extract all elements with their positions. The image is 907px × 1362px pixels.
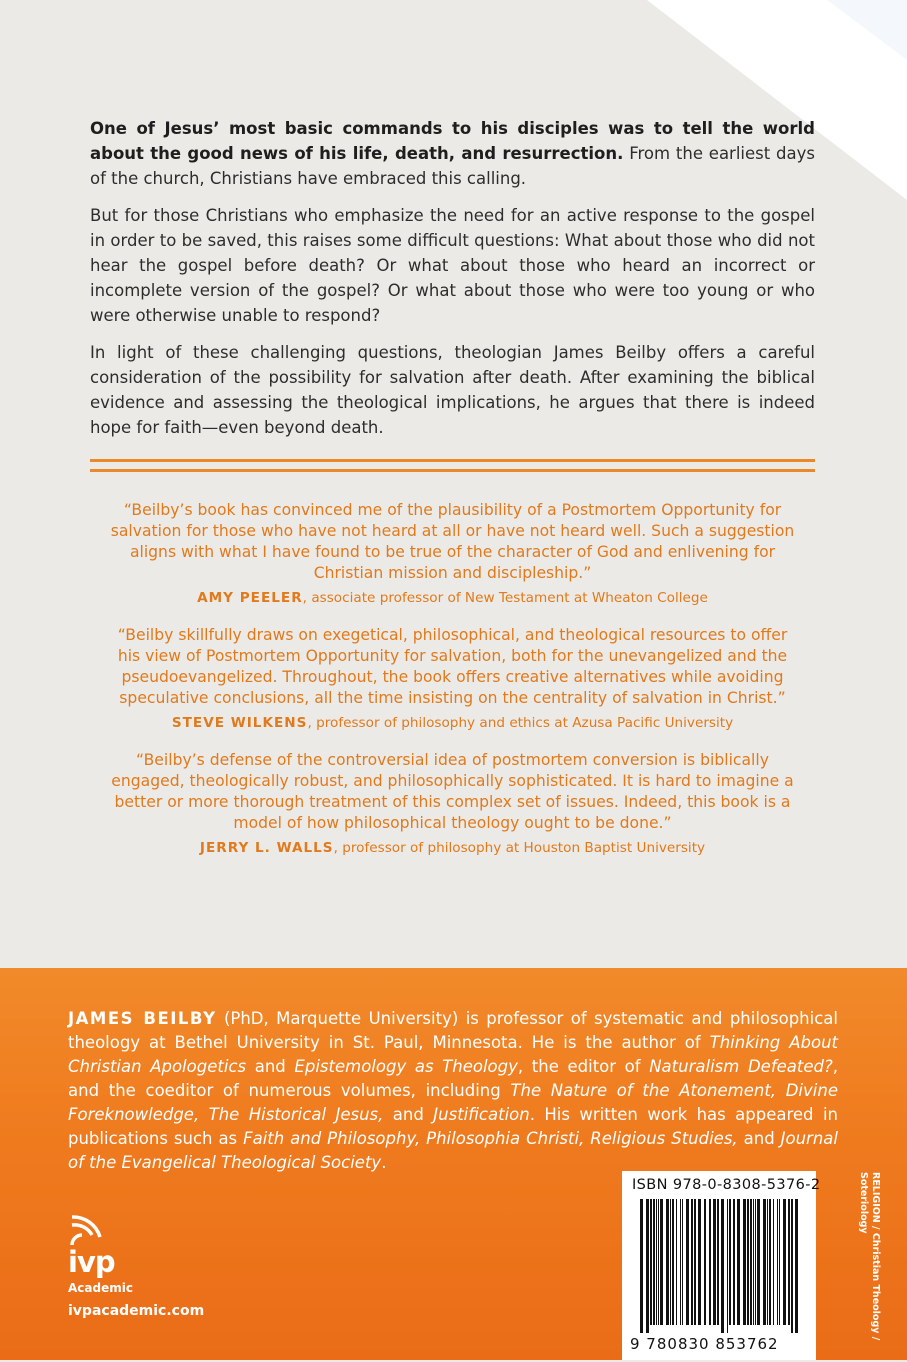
barcode-bar	[686, 1199, 689, 1325]
barcode-bar	[646, 1199, 649, 1333]
barcode-bar	[721, 1199, 724, 1333]
barcode-bar	[709, 1199, 711, 1325]
barcode-bar	[779, 1199, 780, 1325]
category-label	[857, 1172, 881, 1362]
bio-title: Naturalism Defeated?	[649, 1057, 833, 1076]
endorsement-attribution	[110, 838, 795, 858]
endorser-title: , professor of philosophy and ethics at Azusa Pacific University	[307, 715, 734, 731]
description-paragraph-2: But for those Christians who emphasize the need for an active response to the gospel in order to be saved, this raises some difficult questions: What about those who did not hear the gospel before death? Or what about those who heard an incorrect or incomplete version of the gospel? Or what about those who were too young or who were otherwise unable to respond?	[90, 206, 815, 325]
author-bio	[68, 1007, 838, 1175]
category-line-2: Soteriology	[858, 1172, 869, 1234]
barcode-bar	[670, 1199, 671, 1325]
barcode-bar	[656, 1199, 657, 1325]
barcode-bar	[769, 1199, 771, 1325]
bio-title: Journal of the Evangelical Theological Society	[68, 1129, 838, 1172]
barcode-bar	[676, 1199, 677, 1325]
barcode-bar	[773, 1199, 774, 1325]
barcode-box	[622, 1171, 821, 1360]
bio-text: , the editor of	[517, 1057, 650, 1076]
barcode-bar	[788, 1199, 790, 1325]
bio-title: Thinking About Christian Apologetics	[68, 1033, 838, 1076]
bio-text: . His written work has appeared in publications such as	[68, 1105, 839, 1148]
bio-text: and	[246, 1057, 295, 1076]
endorser-name: JERRY L. WALLS	[199, 840, 334, 856]
author-name: JAMES BEILBY	[68, 1009, 217, 1028]
barcode-bar	[698, 1199, 701, 1325]
endorser-title: , professor of philosophy at Houston Baptist University	[333, 840, 706, 856]
description-paragraph-1	[90, 116, 815, 191]
barcode-bar	[691, 1199, 693, 1325]
endorsements	[110, 500, 795, 875]
description-lead: One of Jesus’ most basic commands to his disciples was to tell the world about the good news of his life, death, and resurrection.	[90, 119, 815, 163]
barcode-bar	[777, 1199, 778, 1325]
barcode-bar	[757, 1199, 760, 1325]
barcode-bar	[640, 1199, 643, 1333]
bio-title: Faith and Philosophy, Philosophia Christi, Religious Studies,	[243, 1129, 738, 1148]
barcode-bar	[727, 1199, 728, 1333]
barcode-bar	[672, 1199, 674, 1325]
endorsement-attribution	[110, 713, 795, 733]
description-lead-rest: From the earliest days of the church, Christians have embraced this calling.	[90, 144, 815, 188]
bio-text: and	[737, 1129, 781, 1148]
barcode-number: 9 780830 853762	[630, 1335, 779, 1353]
barcode-bar	[658, 1199, 659, 1325]
isbn-label: ISBN 978-0-8308-5376-2	[632, 1177, 821, 1193]
barcode-bar	[767, 1199, 768, 1325]
barcode-bar	[713, 1199, 716, 1325]
endorser-name: STEVE WILKENS	[171, 715, 308, 731]
endorser-name: AMY PEELER	[197, 590, 303, 606]
barcode-bar	[666, 1199, 669, 1325]
category-line-1: RELIGION / Christian Theology /	[870, 1172, 881, 1341]
bio-text: , and the coeditor of numerous volumes, including	[68, 1057, 838, 1100]
barcode-bar	[733, 1199, 735, 1325]
bio-title: Justification	[433, 1105, 530, 1124]
bio-title: Epistemology as Theology	[294, 1057, 518, 1076]
barcode-bar	[704, 1199, 706, 1325]
barcode-bar	[650, 1199, 652, 1325]
endorsement-quote: “Beilby’s defense of the controversial idea of postmortem conversion is biblically engaged, theologically robust, and philosophically sophisticated. It is hard to imagine a better or more thorough treatment of this complex set of issues. Indeed, this book is a model of how philosophical theology ought to be done.”	[111, 751, 794, 832]
wave-icon	[68, 1215, 108, 1249]
barcode-bar	[795, 1199, 798, 1333]
publisher-website: ivpacademic.com	[68, 1303, 205, 1319]
publisher-imprint: Academic	[68, 1281, 133, 1295]
barcode-bar	[791, 1199, 793, 1333]
barcode-bar	[747, 1199, 749, 1325]
barcode-bar	[755, 1199, 756, 1325]
bio-text: (PhD, Marquette University) is professor of systematic and philosophical theology at Bethel University in St. Paul, Minnesota. He is the author of	[68, 1009, 838, 1052]
description	[90, 116, 815, 452]
endorsement-attribution	[110, 588, 795, 608]
divider-bottom	[90, 469, 815, 472]
barcode-bar	[737, 1199, 740, 1325]
barcode-bar	[653, 1199, 655, 1325]
bio-text: and	[383, 1105, 434, 1124]
endorser-title: , associate professor of New Testament at Wheaton College	[302, 590, 708, 606]
barcode-bar	[753, 1199, 754, 1325]
bio-title: The Nature of the Atonement, Divine Foreknowledge, The Historical Jesus,	[68, 1081, 838, 1124]
endorsement-quote: “Beilby’s book has convinced me of the plausibility of a Postmortem Opportunity for salvation for those who have not heard at all or have not heard well. Such a suggestion aligns with what I have found to be true of the character of God and enlivening for Christian mission and discipleship.”	[110, 501, 795, 582]
barcode-bar	[783, 1199, 786, 1325]
endorsement-quote: “Beilby skillfully draws on exegetical, philosophical, and theological resources to offer his view of Postmortem Opportunity for salvation, both for the unevangelized and the pseudoevangelized. Throughout, the book offers creative alternatives while avoiding speculative conclusions, all the time insisting on the centrality of salvation in Christ.”	[117, 626, 788, 707]
barcode-bar	[763, 1199, 766, 1325]
barcode-bar	[660, 1199, 663, 1325]
bio-text: .	[381, 1153, 387, 1172]
barcode-bar	[717, 1199, 719, 1325]
corner-decoration-light	[827, 0, 907, 60]
description-paragraph-3: In light of these challenging questions, theologian James Beilby offers a careful consideration of the possibility for salvation after death. After examining the biblical evidence and assessing the theological implications, he argues that there is indeed hope for faith—even beyond death.	[90, 343, 815, 437]
barcode	[640, 1199, 800, 1333]
barcode-bar	[750, 1199, 752, 1325]
barcode-bar	[694, 1199, 696, 1325]
divider-top	[90, 459, 815, 462]
barcode-bar	[743, 1199, 746, 1325]
barcode-bar	[680, 1199, 681, 1325]
barcode-bar	[729, 1199, 731, 1325]
barcode-bar	[682, 1199, 683, 1325]
publisher-logo-text: ivp	[68, 1245, 115, 1279]
